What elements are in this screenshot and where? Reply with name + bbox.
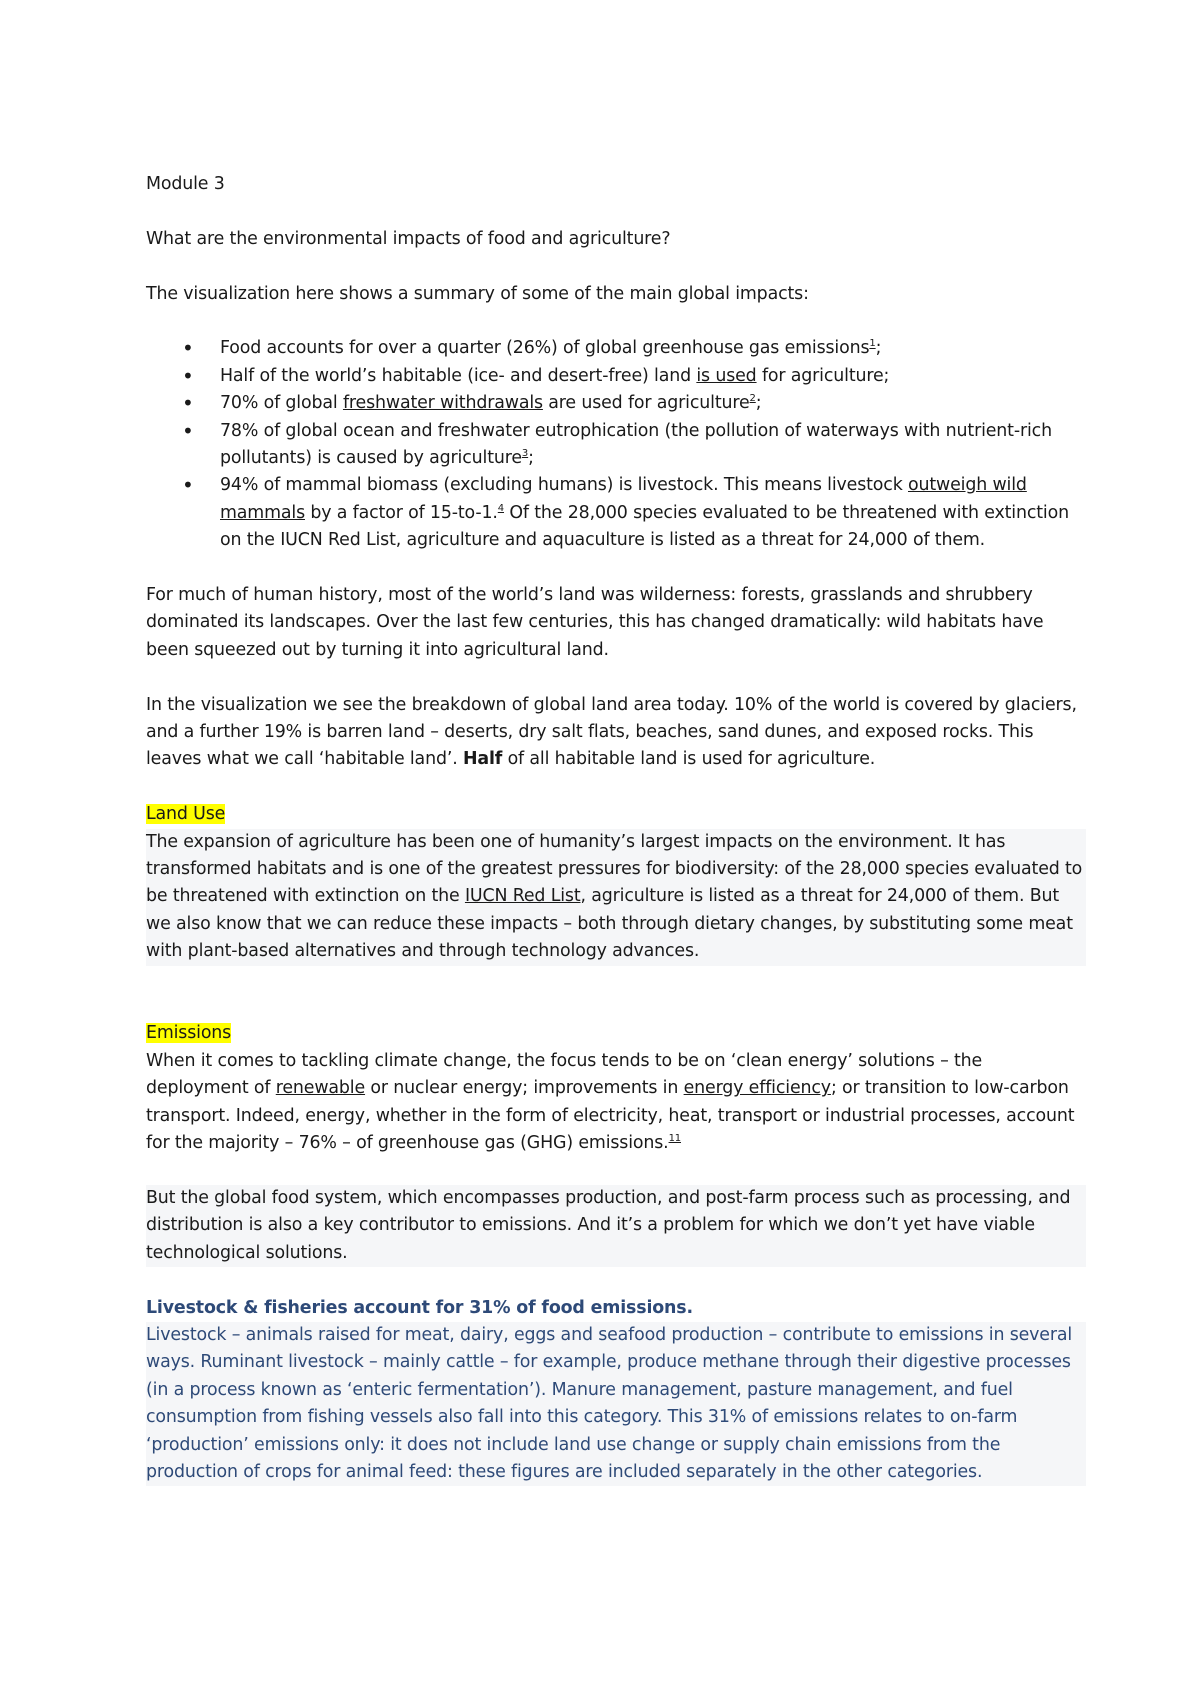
footnote-ref[interactable]: 11 [668, 1133, 681, 1145]
history-paragraph: For much of human history, most of the world’s land was wilderness: forests, grasslands and shrubbery dominated its landscapes. Over the last few centuries, this has changed dramatically: wild habitats have been squeezed out by turning it into agricultural land. [146, 585, 1044, 660]
module-title: Module 3 [146, 174, 225, 194]
intro-paragraph: The visualization here shows a summary of some of the main global impacts: [146, 283, 809, 304]
is-used-link[interactable]: is used [696, 365, 757, 386]
list-item: • 70% of global freshwater withdrawals are used for agriculture$^2$; [146, 390, 1086, 417]
emissions-paragraph: When it comes to tackling climate change, the focus tends to be on ‘clean energy’ solutions – the deployment of renewable or nuclear energy; improvements in energy efficiency; or transition to low-carbon transport. Indeed, energy, whether in the form of electricity, heat, transport or industrial processes, account for the majority – 76% – of greenhouse gas (GHG) emissions.$^{11}$ [146, 1050, 1075, 1154]
iucn-red-list-link[interactable]: IUCN Red List [464, 886, 581, 907]
freshwater-withdrawals-link[interactable]: freshwater withdrawals [342, 393, 543, 414]
land-use-paragraph: The expansion of agriculture has been one of humanity’s largest impacts on the environment. It has transformed habitats and is one of the greatest pressures for biodiversity: of the 28,000 species evaluated to be threatened with extinction on the IUCN Red List, agriculture is listed as a threat for 24,000 of them. But we also know that we can reduce these impacts – both through dietary changes, by substituting some meat with plant-based alternatives and through technology advances. [146, 829, 1086, 966]
list-item: • 78% of global ocean and freshwater eutrophication (the pollution of waterways with nutrient-rich pollutants) is caused by agriculture$^3$; [146, 418, 1086, 473]
energy-efficiency-link[interactable]: energy efficiency [683, 1078, 831, 1099]
renewable-link[interactable]: renewable [275, 1078, 366, 1099]
footnote-ref[interactable]: 3 [521, 448, 529, 460]
impacts-list [146, 335, 1086, 554]
outweigh-wild-mammals-link[interactable]: outweigh wild mammals [220, 475, 1027, 523]
food-system-paragraph: But the global food system, which encompasses production, and post-farm process such as processing, and distribution is also a key contributor to emissions. And it’s a problem for which we don’t yet have viable technological solutions. [146, 1185, 1086, 1267]
footnote-ref[interactable]: 1 [869, 338, 876, 350]
list-item: • 94% of mammal biomass (excluding humans) is livestock. This means livestock outweigh wild mammals by a factor of 15-to-1.$^4$ Of the 28,000 species evaluated to be threatened with extinction on the IUCN Red List, agriculture and aquaculture is listed as a threat for 24,000 of them. [146, 472, 1086, 554]
land-use-heading: Land Use [146, 804, 226, 825]
footnote-ref[interactable]: 2 [749, 393, 756, 405]
question-heading: What are the environmental impacts of food and agriculture? [146, 228, 671, 249]
land-area-paragraph: In the visualization we see the breakdown of global land area today. 10% of the world is covered by glaciers, and a further 19% is barren land – deserts, dry salt flats, beaches, sand dunes, and exposed rocks. This leaves what we call ‘habitable land’. Half of all habitable land is used for agriculture. [146, 694, 1077, 770]
list-item: • Half of the world’s habitable (ice- and desert-free) land is used for agriculture; [146, 363, 1086, 390]
footnote-ref[interactable]: 4 [497, 503, 504, 515]
livestock-heading: Livestock & fisheries account for 31% of food emissions. [146, 1297, 693, 1318]
emissions-heading: Emissions [146, 1023, 232, 1044]
list-item: • Food accounts for over a quarter (26%) of global greenhouse gas emissions$^1$; [146, 335, 1086, 362]
livestock-paragraph: Livestock – animals raised for meat, dairy, eggs and seafood production – contribute to emissions in several ways. Ruminant livestock – mainly cattle – for example, produce methane through their digestive processes (in a process known as ‘enteric fermentation’). Manure management, pasture management, and fuel consumption from fishing vessels also fall into this category. This 31% of emissions relates to on-farm ‘production’ emissions only: it does not include land use change or supply chain emissions from the production of crops for animal feed: these figures are included separately in the other categories. [146, 1322, 1086, 1486]
document-body [146, 171, 1086, 1486]
